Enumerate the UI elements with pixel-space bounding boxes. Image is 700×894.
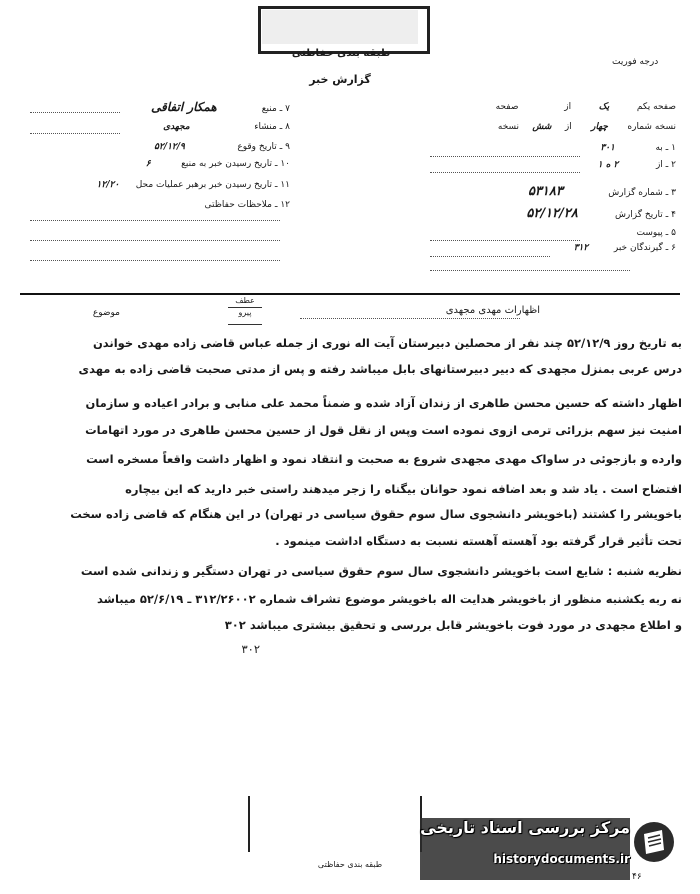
dotline bbox=[30, 133, 120, 134]
body-line-11: و اطلاع مجهدی در مورد فوت باخویشر قابل بررسی و تحقیق بیشتری میباشد ۳۰۲ bbox=[224, 618, 682, 632]
field-from: ۲ ـ از ۲ ه ۱ bbox=[597, 160, 676, 170]
field-received-source: ۱۰ ـ تاریخ رسیدن خبر به منبع ۶ bbox=[145, 159, 290, 169]
follow-up-label: پیرو bbox=[228, 307, 262, 317]
dotline bbox=[430, 240, 580, 241]
field-origin: ۸ ـ منشاء مجهدی bbox=[163, 122, 290, 132]
field-copy-number: نسخه شماره چهار از شش نسخه bbox=[497, 122, 676, 132]
field-received-ops: ۱۱ ـ تاریخ رسیدن خبر برهبر عملیات محل ۱۲/۲۰ bbox=[96, 180, 290, 190]
body-line-3: اظهار داشته که حسین محسن طاهری از زندان آزاد شده و ضمناً محمد علی منابی و برادر اعیاده و سازمان bbox=[85, 396, 682, 410]
bottom-stamp-frame bbox=[248, 796, 422, 852]
field-report-date: ۴ ـ تاریخ گزارش ۵۲/۱۲/۲۸ bbox=[526, 206, 676, 221]
dotline bbox=[430, 172, 580, 173]
field-to: ۱ ـ به ۳۰۱ bbox=[600, 143, 676, 153]
report-title: گزارش خبر bbox=[309, 73, 371, 86]
field-occurrence-date: ۹ ـ تاریخ وقوع ۵۲/۱۲/۹ bbox=[154, 142, 290, 152]
subject-label: موضوع bbox=[92, 308, 120, 318]
dotline bbox=[430, 270, 630, 271]
body-line-10: نه ربه یکشنبه منظور از باخویشر هدایت اله باخویشر موضوع تشراف شماره ۳۱۲/۲۶۰۰۲ ـ ۵۲/۶/۱۹ میباشد bbox=[97, 592, 682, 606]
dotline bbox=[430, 156, 580, 157]
top-stamp-blot bbox=[262, 10, 418, 44]
body-line-9: نظریه شنبه : شایع است باخویشر دانشجوی سال سوم حقوق سیاسی در تهران دستگیر و زندانی شده است bbox=[80, 564, 682, 578]
dotline bbox=[30, 240, 280, 241]
field-recipients: ۶ ـ گیرندگان خبر ۳۱۲ bbox=[573, 243, 676, 253]
body-line-6: افتضاح است . یاد شد و بعد اضافه نمود حوانان بیگناه را زجر میدهند راستی خبر دارید که این بیچاره bbox=[125, 482, 682, 496]
body-line-5: وارده و بازجوئی در ساواک مهدی مجهدی شروع به صحبت و انتقاد نمود و اظهار داشت واقعاً مسخره است bbox=[86, 452, 682, 466]
dotline bbox=[30, 112, 120, 113]
page-number: ۴۶ bbox=[632, 872, 642, 882]
section-divider bbox=[20, 293, 680, 295]
subject-underline bbox=[300, 318, 520, 319]
body-line-1: به تاریخ روز ۵۲/۱۲/۹ چند نفر از محصلین دبیرستان آیت اله نوری از جمله عباس قاضی زاده مهدی خواندن bbox=[92, 336, 682, 350]
archive-logo-icon bbox=[632, 820, 676, 864]
body-line-4: امنیت نیز سهم بزرائی ترمی ازوی نموده است وپس از نقل قول از حسین محسن طاهری در مورد اتهامات bbox=[85, 423, 682, 437]
dotline bbox=[30, 260, 280, 261]
body-line-12: ۳۰۲ bbox=[241, 642, 260, 656]
subject-value: اظهارات مهدی مجهدی bbox=[445, 305, 540, 316]
classification-bottom: طبقه بندی حفاظتی bbox=[317, 860, 383, 869]
dotline bbox=[430, 256, 550, 257]
body-line-7: باخویشر را کشتند (باخویشر دانشجوی سال سوم حقوق سیاسی در تهران) در این هنگام که قاضی زاده سخت bbox=[70, 507, 682, 521]
field-page: صفحه یکم یک از صفحه bbox=[495, 102, 676, 112]
watermark-title: مرکز بررسی اسناد تاریخی bbox=[420, 818, 630, 837]
urgency-label: درجه فوریت bbox=[612, 57, 659, 67]
body-line-2: درس عربی بمنزل مجهدی که دبیر دبیرستانهای بابل میباشد رفته و پس از مدتی صحبت قاضی زاده به مهدی bbox=[78, 362, 682, 376]
body-line-8: تحت تأثیر قرار گرفته بود آهسته آهسته نسبت به دستگاه اداشت مینمود . bbox=[275, 534, 682, 548]
field-report-number: ۳ ـ شماره گزارش ۵۳۱۸۳ bbox=[527, 184, 676, 199]
field-security-notes: ۱۲ ـ ملاحظات حفاظتی bbox=[204, 200, 290, 210]
dotline bbox=[30, 220, 280, 221]
field-attachment: ۵ ـ پیوست bbox=[636, 228, 676, 238]
watermark-url: historydocuments.ir bbox=[493, 852, 630, 866]
field-source: ۷ ـ منبع همکار اتفاقی bbox=[151, 100, 290, 114]
classification-top: طبقه بندی حفاظتی bbox=[291, 48, 391, 59]
reference-box bbox=[228, 296, 262, 325]
reference-label: عطف bbox=[235, 296, 255, 305]
